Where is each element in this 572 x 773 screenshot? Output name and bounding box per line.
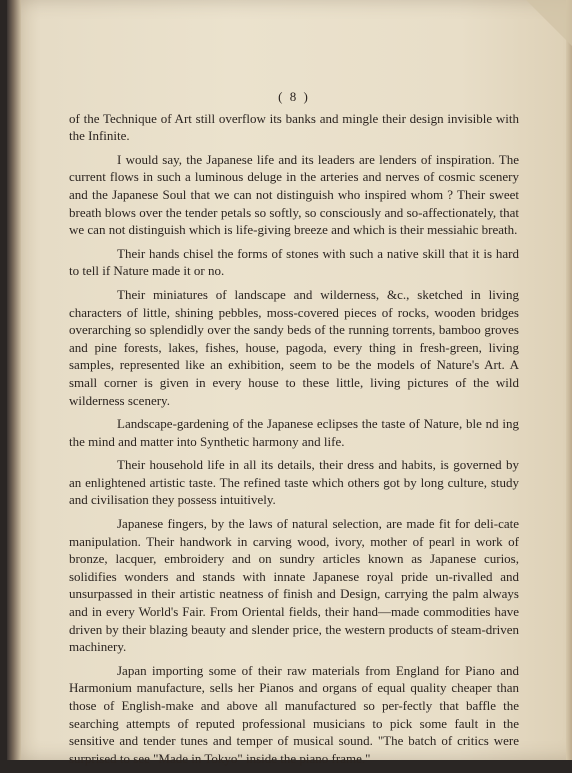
paragraph: I would say, the Japanese life and its leaders are lenders of inspiration. The current flows in such a luminous deluge in the arteries and nerves of cosmic scenery and the Japanese Soul that we can not distinguish who inspired whom ? Their sweet breath blows over the tender petals so softly, so consciously and so-affectionately, that we can not distinguish which is life-giving breeze and which is their messiahic breath. [69, 151, 519, 238]
paragraph: Their miniatures of landscape and wilderness, &c., sketched in living characters of little, shining pebbles, moss-covered pieces of rocks, wooden bridges overarching so splendidly over the sandy beds of the running torrents, bamboo groves and pine forests, lakes, fishes, house, pagoda, every thing in fresh-green, living samples, represented like an exhibition, seem to be the models of Nature's Art. A small corner is given in every house to these little, living pictures of the wild wilderness scenery. [69, 286, 519, 408]
page-number: ( 8 ) [278, 89, 310, 104]
paragraph: Landscape-gardening of the Japanese eclipses the taste of Nature, ble nd ing the mind and matter into Synthetic harmony and life. [69, 416, 519, 449]
page-right-edge [566, 0, 572, 760]
page-corner-fold [526, 0, 572, 46]
page-text-block [69, 88, 519, 773]
paragraph: Their hands chisel the forms of stones with such a native skill that it is hard to tell if Nature made it or no. [69, 245, 519, 279]
paragraph: Japanese fingers, by the laws of natural selection, are made fit for deli-cate manipulation. Their handwork in carving wood, ivory, mother of pearl in work of bronze, lacquer, embroidery and on sundry articles known as Japanese curios, solidifies wonders and stands with innate Japanese royal pride un-rivalled and unsurpassed in their artistic neatness of finish and Design, carrying the palm always and in every World's Fair. From Oriental fields, their hand—made commodities have driven by their blazing beauty and slender price, the western products of steam-driven machinery. [69, 516, 519, 655]
paragraph: Japan importing some of their raw materials from England for Piano and Harmonium manufacture, sells her Pianos and organs of equal quality cheaper than those of English-make and above all manufactured so per-fectly that baffle the searching attempts of reputed professional musicians to pick some fault in the sensitive and tender tunes and temper of musical sound. "The batch of critics were surprised to see "Made in Tokyo" inside the piano frame." [69, 662, 519, 766]
paragraph: of the Technique of Art still overflow its banks and mingle their design invisible with the Infinite. [69, 110, 519, 144]
book-page [7, 0, 572, 766]
paragraph: Their household life in all its details, their dress and habits, is governed by an enlightened artistic taste. The refined taste which others got by long culture, study and civilisation they possess intuitively. [69, 457, 519, 508]
page-binding-edge [7, 0, 21, 760]
